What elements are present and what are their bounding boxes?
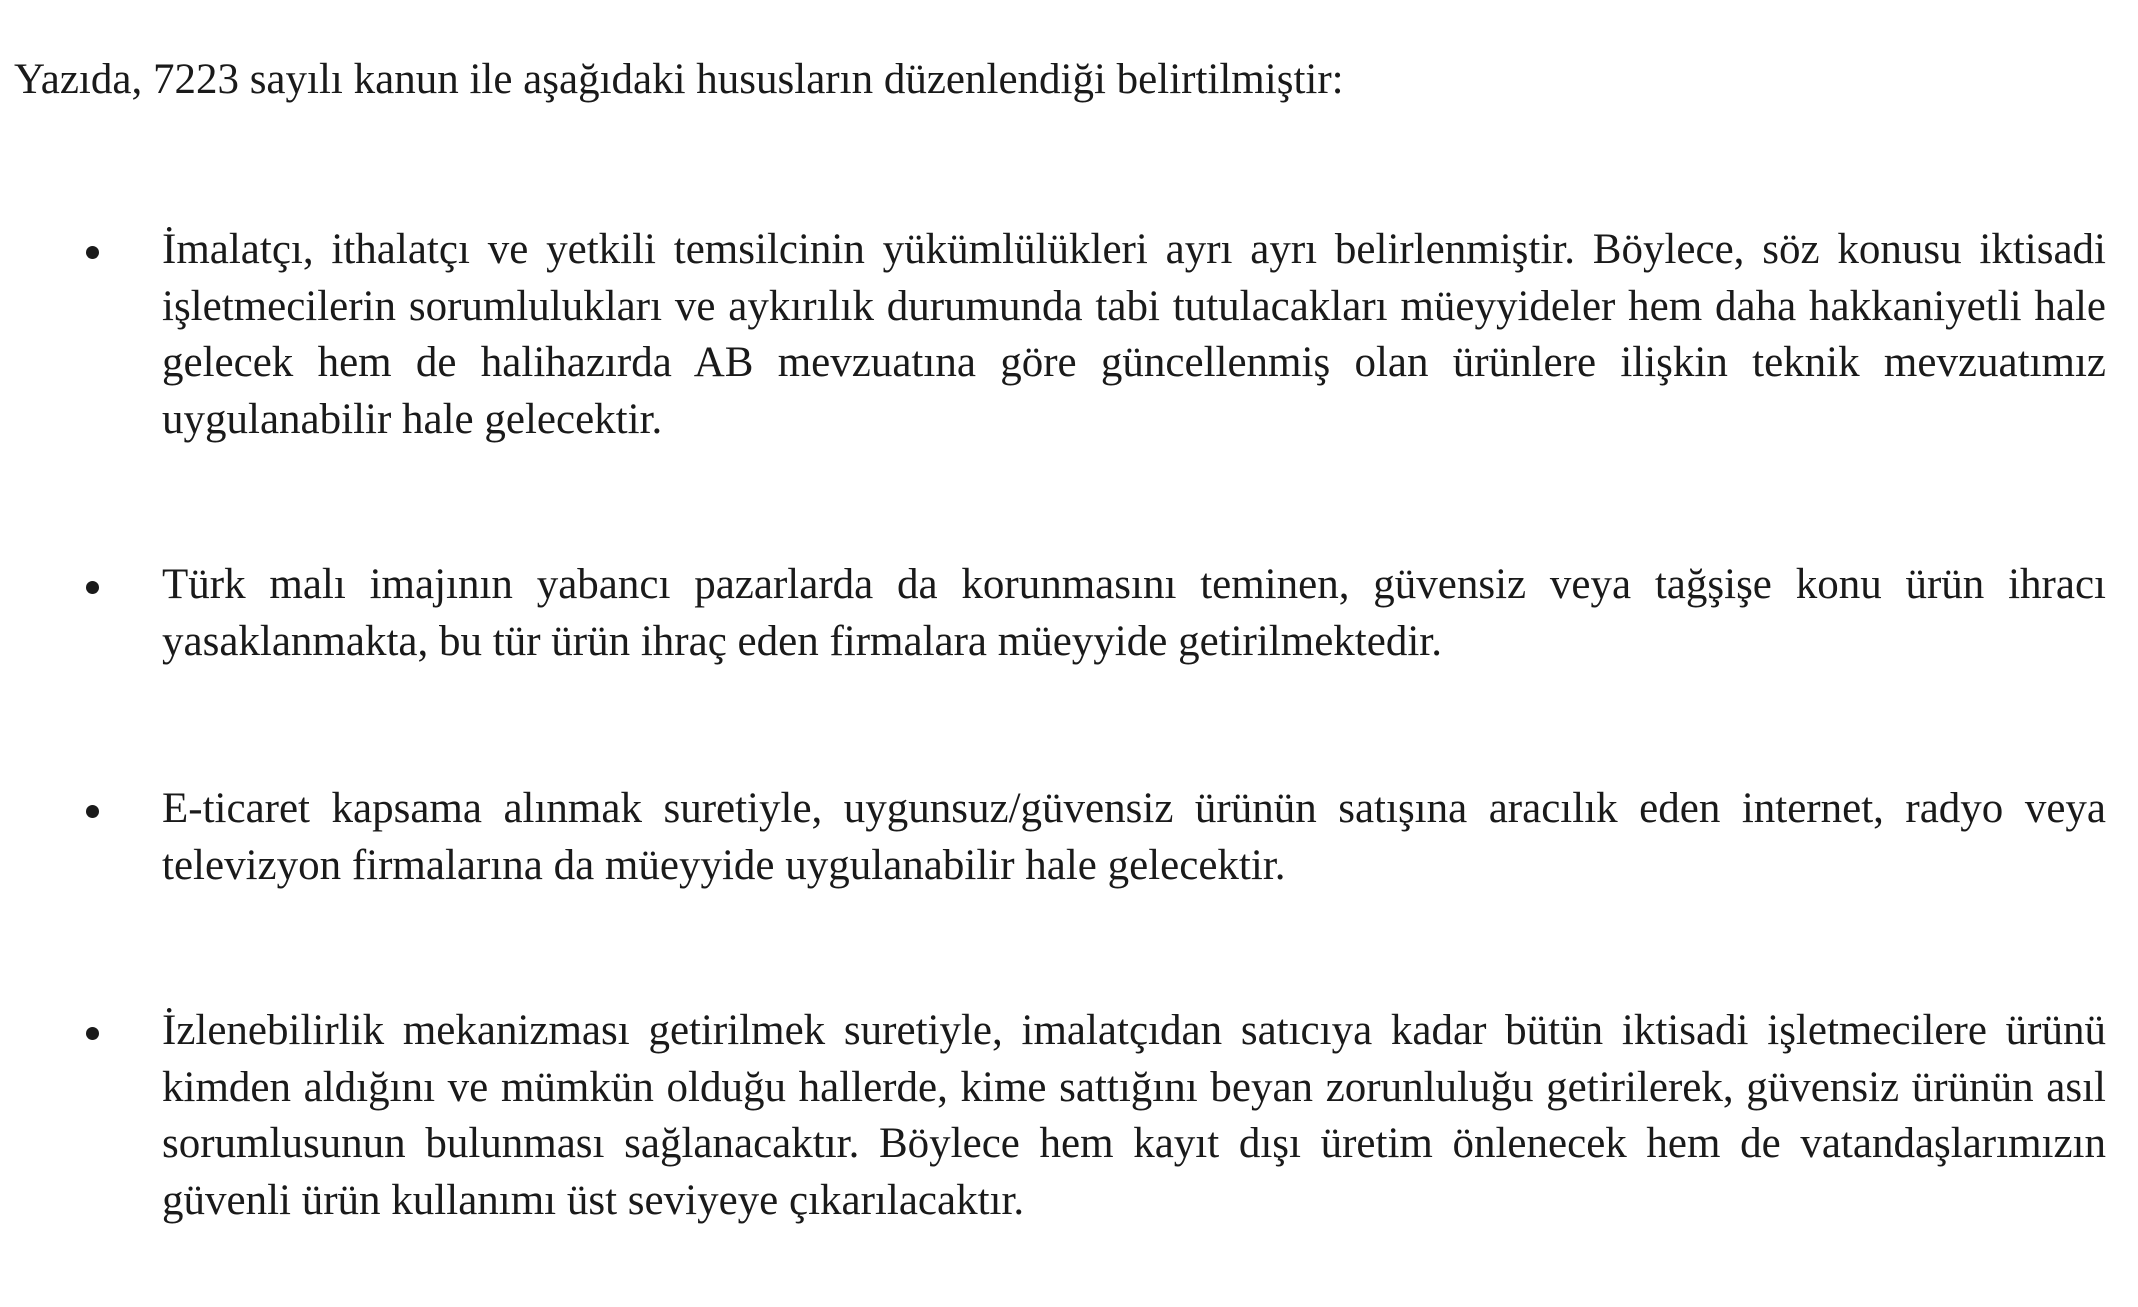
bullet-icon [86,805,99,818]
bullet-text: E-ticaret kapsama alınmak suretiyle, uygunsuz/güvensiz ürünün satışına aracılık eden internet, radyo veya televizyon firmalarına da müeyyide uygulanabilir hale gelecektir. [162,785,2106,889]
bullet-text: İzlenebilirlik mekanizması getirilmek suretiyle, imalatçıdan satıcıya kadar bütün iktisadi işletmecilere ürünü kimden aldığını ve mümkün olduğu hallerde, kime sattığını beyan zorunluluğu getirilerek, güvensiz ürünün asıl sorumlusunun bulunması sağlanacaktır. Böylece hem kayıt dışı üretim önlenecek hem de vatandaşlarımızın güvenli ürün kullanımı üst seviyeye çıkarılacaktır. [162,1007,2106,1224]
bullet-icon [86,246,99,259]
bullet-text: Türk malı imajının yabancı pazarlarda da korunmasını teminen, güvensiz veya tağşişe konu ürün ihracı yasaklanmakta, bu tür ürün ihraç eden firmalara müeyyide getirilmektedir. [162,561,2106,665]
bullet-text: İmalatçı, ithalatçı ve yetkili temsilcinin yükümlülükleri ayrı ayrı belirlenmiştir. Böylece, söz konusu iktisadi işletmecilerin sorumlulukları ve aykırılık durumunda tabi tutulacakları müeyyideler hem daha hakkaniyetli hale gelecek hem de halihazırda AB mevzuatına göre güncellenmiş olan ürünlere ilişkin teknik mevzuatımız uygulanabilir hale gelecektir. [162,226,2106,443]
bullet-icon [86,1027,99,1040]
intro-paragraph: Yazıda, 7223 sayılı kanun ile aşağıdaki hususların düzenlendiği belirtilmiştir: [14,56,1344,103]
bullet-icon [86,581,99,594]
